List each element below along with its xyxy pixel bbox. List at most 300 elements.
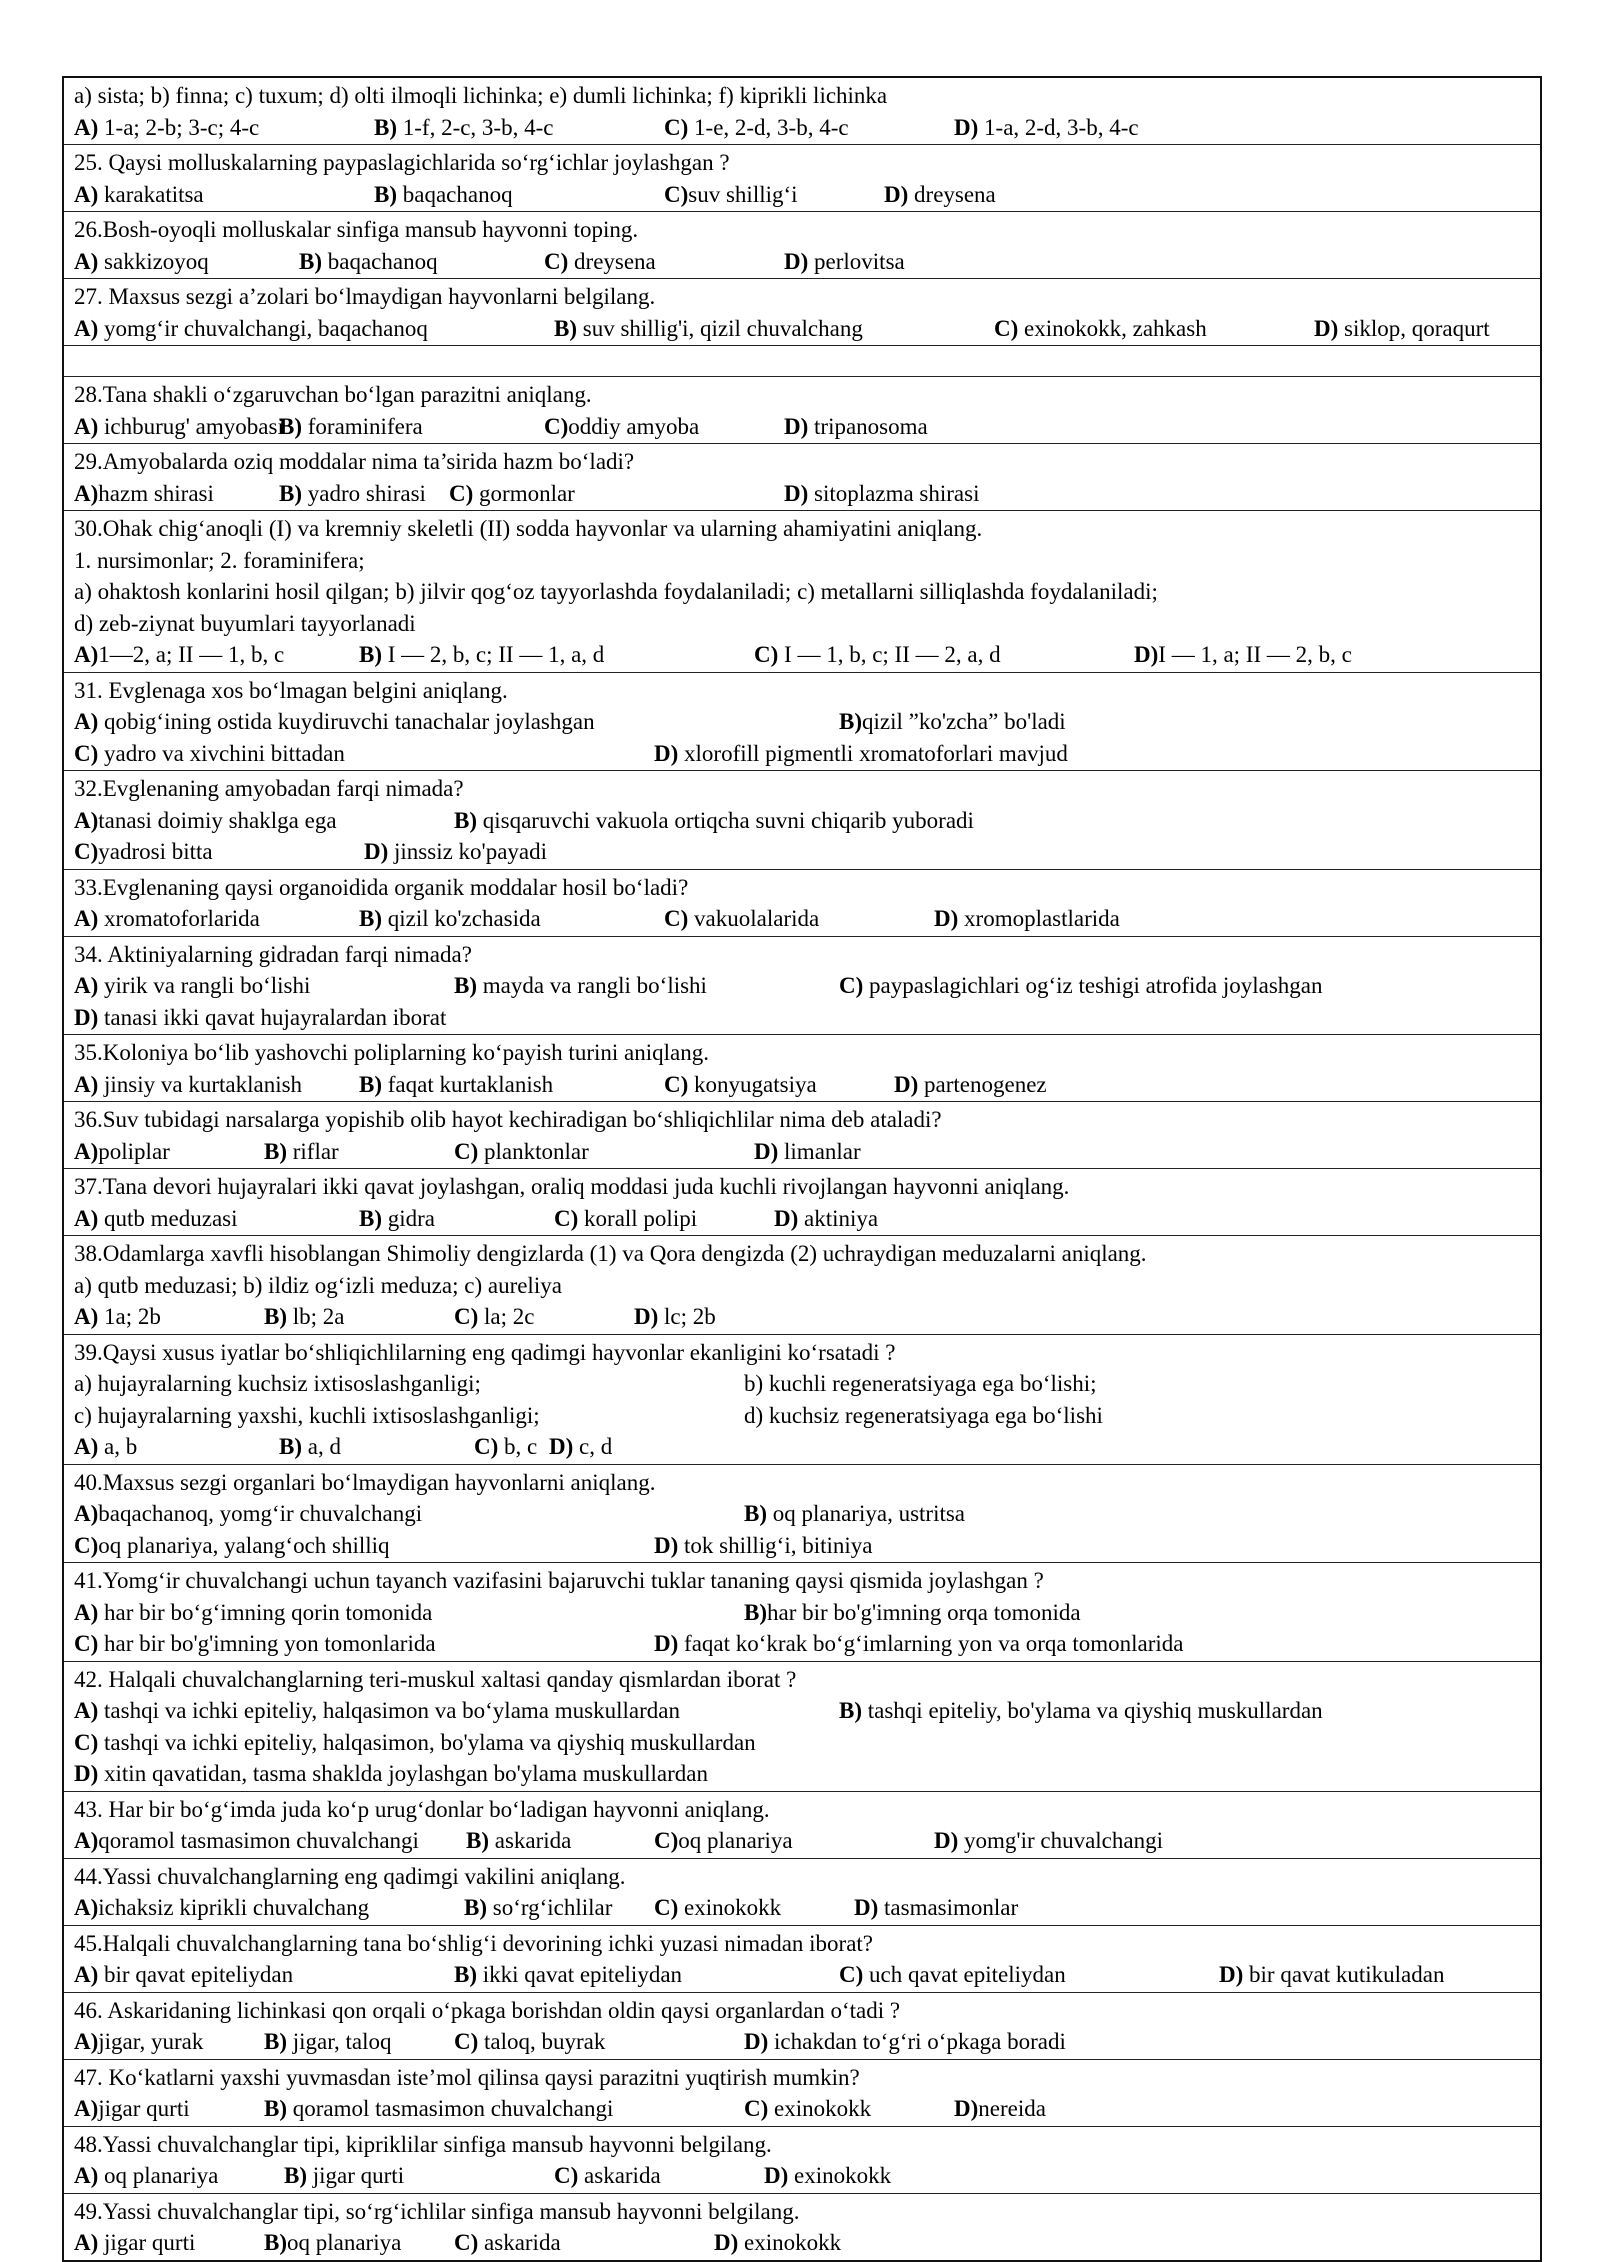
option-text: yomg'ir chuvalchangi (958, 1828, 1163, 1853)
question-block (64, 2060, 1540, 2127)
option-text: yadrosi bitta (98, 839, 213, 864)
question-block (64, 1662, 1540, 1792)
question-text: 48.Yassi chuvalchanglar tipi, kipriklilar sinfiga mansub hayvonni belgilang. (74, 2131, 772, 2157)
option-text: bir qavat kutikuladan (1243, 1962, 1445, 1987)
answer-option (279, 1431, 341, 1463)
option-text: exinokokk (768, 2096, 872, 2121)
answer-row (74, 1069, 1532, 1101)
answer-row (74, 1892, 1532, 1924)
answer-option (74, 411, 284, 443)
option-letter: D) (784, 480, 809, 506)
answer-row (74, 2026, 1532, 2058)
answer-option (74, 1695, 680, 1727)
option-letter: A) (74, 1895, 99, 1920)
question-text: 28.Tana shakli o‘zgaruvchan bo‘lgan parazitni aniqlang. (74, 382, 592, 407)
option-text: xromoplastlarida (958, 906, 1120, 931)
option-text: I — 1, b, c; II — 2, a, d (778, 642, 1001, 667)
statement-text: d) kuchsiz regeneratsiyaga ega bo‘lishi (744, 1402, 1103, 1428)
option-letter: A) (74, 1304, 99, 1329)
option-letter: C) (454, 2230, 479, 2255)
answer-option (74, 738, 345, 770)
answer-option (74, 836, 213, 868)
option-text: hazm shirasi (98, 480, 214, 506)
question-text: 38.Odamlarga xavfli hisoblangan Shimoliy dengizlarda (1) va Qora dengizda (2) uchraydigan meduzalarni aniqlang. (74, 1241, 1147, 1266)
option-text: exinokokk (738, 2230, 842, 2255)
answer-option (754, 639, 1001, 671)
question-block (64, 1993, 1540, 2060)
option-text: har bir bo'g'imning orqa tomonida (767, 1599, 1081, 1625)
option-letter: C) (74, 740, 99, 766)
option-letter: B) (359, 1071, 382, 1097)
answer-option (454, 1301, 534, 1333)
answer-option (74, 706, 595, 738)
answer-option (74, 478, 214, 510)
option-letter: A) (74, 1205, 99, 1231)
option-letter: B) (466, 1828, 489, 1853)
option-letter: C) (664, 114, 689, 140)
answer-option (954, 2093, 1046, 2125)
option-text: oq planariya (287, 2230, 402, 2255)
option-letter: C) (474, 1434, 499, 1459)
option-letter: A) (74, 181, 99, 207)
option-letter: D) (934, 1828, 959, 1853)
answer-option (74, 1002, 446, 1034)
option-letter: B) (374, 181, 397, 207)
answer-option (359, 1069, 553, 1101)
option-text: perlovitsa (808, 248, 905, 274)
option-text: gormonlar (473, 480, 575, 506)
statement-row (74, 1368, 1532, 1400)
option-letter: B) (264, 1138, 287, 1164)
statement-text: a) hujayralarning kuchsiz ixtisoslashganligi; (74, 1371, 481, 1396)
option-letter: C) (544, 248, 569, 274)
question-line: a) ohaktosh konlarini hosil qilgan; b) jilvir qog‘oz tayyorlashda foydalaniladi; c) metallarni silliqlashda foydalaniladi; (74, 579, 1158, 604)
answer-option (664, 112, 849, 144)
answer-option (754, 1136, 861, 1168)
answer-option (74, 2160, 218, 2192)
question-block (64, 145, 1540, 212)
answer-option (74, 1530, 390, 1562)
question-block (64, 377, 1540, 444)
option-letter: A) (74, 248, 99, 274)
answer-option (654, 1892, 781, 1924)
question-text: 30.Ohak chig‘anoqli (I) va kremniy skeletli (II) sodda hayvonlar va ularning ahamiyatini aniqlang. (74, 516, 983, 541)
answer-row (74, 1959, 1532, 1991)
answer-option (994, 313, 1207, 345)
answer-option (774, 1203, 878, 1235)
answer-option (74, 1825, 419, 1857)
option-letter: C) (449, 480, 474, 506)
answer-option (74, 1203, 238, 1235)
option-letter: B) (279, 413, 302, 439)
option-letter: A) (74, 1599, 99, 1625)
question-line: d) zeb-ziynat buyumlari tayyorlanadi (74, 610, 416, 636)
question-block (64, 1792, 1540, 1859)
option-letter: C) (454, 2029, 479, 2054)
answer-option (74, 2026, 203, 2058)
answer-option (474, 1431, 537, 1463)
answer-row (74, 970, 1532, 1002)
option-letter: B) (284, 2163, 307, 2188)
option-letter: A) (74, 1434, 99, 1459)
option-letter: C) (654, 1828, 679, 1853)
question-text: 35.Koloniya bo‘lib yashovchi poliplarning ko‘payish turini aniqlang. (74, 1040, 709, 1065)
option-text: jigar qurti (98, 2230, 196, 2255)
option-text: oq planariya (98, 2163, 219, 2188)
answer-option (764, 2160, 891, 2192)
question-block (64, 212, 1540, 279)
option-text: tashqi va ichki epiteliy, halqasimon, bo'ylama va qiyshiq muskullardan (98, 1729, 756, 1755)
answer-row (74, 1825, 1532, 1857)
option-letter: A) (74, 114, 99, 140)
answer-option (74, 903, 260, 935)
answer-option (74, 1069, 302, 1101)
answer-row (74, 1002, 1532, 1034)
question-text: 49.Yassi chuvalchanglar tipi, so‘rg‘ichlilar sinfiga mansub hayvonni belgilang. (74, 2198, 800, 2224)
answer-option (264, 1136, 339, 1168)
statement-text: c) hujayralarning yaxshi, kuchli ixtisoslashganligi; (74, 1402, 540, 1428)
option-text: jinsiy va kurtaklanish (98, 1071, 303, 1097)
question-block (64, 1465, 1540, 1564)
answer-option (654, 738, 1068, 770)
option-letter: B) (264, 2230, 287, 2255)
answer-option (74, 112, 259, 144)
question-text: 36.Suv tubidagi narsalarga yopishib olib hayot kechiradigan bo‘shliqichlilar nima deb ataladi? (74, 1107, 942, 1132)
answer-row (74, 112, 1532, 144)
answer-option (74, 2093, 190, 2125)
answer-row (74, 1431, 1532, 1463)
question-block (64, 1236, 1540, 1335)
answer-option (1134, 639, 1352, 671)
option-letter: A) (74, 1698, 99, 1723)
answer-row (74, 1203, 1532, 1235)
option-text: tripanosoma (808, 413, 928, 439)
option-text: aktiniya (798, 1205, 879, 1231)
answer-option (744, 1597, 1081, 1629)
option-text: qisqaruvchi vakuola ortiqcha suvni chiqarib yuboradi (477, 807, 974, 833)
answer-option (264, 2093, 613, 2125)
option-letter: D) (954, 2096, 979, 2121)
answer-row (74, 805, 1532, 837)
option-text: qoramol tasmasimon chuvalchangi (287, 2096, 614, 2121)
option-text: yirik va rangli bo‘lishi (98, 973, 311, 998)
answer-option (744, 2026, 1066, 2058)
option-letter: C) (454, 1304, 479, 1329)
answer-option (74, 1301, 161, 1333)
question-text: 44.Yassi chuvalchanglarning eng qadimgi vakilini aniqlang. (74, 1863, 626, 1889)
option-text: jinssiz ko'payadi (388, 839, 548, 864)
answer-option (454, 1959, 682, 1991)
answer-option (74, 1892, 369, 1924)
answer-option (74, 1628, 436, 1660)
answer-option (74, 1727, 756, 1759)
option-letter: B) (464, 1895, 487, 1920)
question-text: 34. Aktiniyalarning gidradan farqi nimada? (74, 941, 472, 967)
question-block (64, 1335, 1540, 1465)
answer-option (654, 1530, 873, 1562)
option-text: tashqi va ichki epiteliy, halqasimon va bo‘ylama muskullardan (98, 1698, 680, 1723)
option-text: qobig‘ining ostida kuydiruvchi tanachalar joylashgan (98, 709, 595, 734)
option-text: yomg‘ir chuvalchangi, baqachanoq (98, 315, 428, 341)
option-text: jigar qurti (98, 2096, 190, 2121)
answer-option (464, 1892, 612, 1924)
answer-option (264, 2227, 401, 2259)
option-text: tashqi epiteliy, bo'ylama va qiyshiq muskullardan (862, 1698, 1323, 1723)
question-block (64, 1102, 1540, 1169)
option-letter: D) (884, 181, 909, 207)
question-text: 42. Halqali chuvalchanglarning teri-muskul xaltasi qanday qismlardan iborat ? (74, 1666, 797, 1692)
answer-row (74, 411, 1532, 443)
answer-option (74, 246, 209, 278)
option-text: a, b (98, 1434, 138, 1459)
option-letter: D) (1134, 642, 1159, 667)
answer-option (284, 2160, 404, 2192)
question-text: 40.Maxsus sezgi organlari bo‘lmaydigan hayvonlarni aniqlang. (74, 1469, 656, 1495)
answer-row (74, 738, 1532, 770)
option-text: dreysena (908, 181, 996, 207)
option-letter: A) (74, 413, 99, 439)
option-letter: B) (454, 973, 477, 998)
option-text: gidra (382, 1205, 436, 1231)
option-text: nereida (978, 2096, 1046, 2121)
question-block (64, 2194, 1540, 2260)
option-text: 1-a; 2-b; 3-c; 4-c (98, 114, 260, 140)
option-letter: B) (359, 1205, 382, 1231)
option-text: I — 2, b, c; II — 1, a, d (382, 642, 605, 667)
option-letter: A) (74, 1828, 99, 1853)
question-block (64, 771, 1540, 870)
answer-option (544, 411, 699, 443)
answer-option (454, 2026, 605, 2058)
question-line: 1. nursimonlar; 2. foraminifera; (74, 547, 365, 573)
option-letter: D) (549, 1434, 574, 1459)
answer-option (549, 1431, 612, 1463)
option-text: 1—2, a; II — 1, b, c (98, 642, 285, 667)
answer-option (744, 1498, 965, 1530)
option-text: jigar qurti (307, 2163, 405, 2188)
option-letter: C) (74, 1729, 99, 1755)
option-letter: B) (839, 1698, 862, 1723)
option-letter: D) (954, 114, 979, 140)
option-letter: A) (74, 1501, 99, 1526)
question-block (64, 78, 1540, 145)
statement-text: b) kuchli regeneratsiyaga ega bo‘lishi; (744, 1371, 1097, 1396)
option-text: b, c (498, 1434, 538, 1459)
option-text: konyugatsiya (688, 1071, 817, 1097)
option-letter: B) (264, 2029, 287, 2054)
answer-option (714, 2227, 841, 2259)
option-letter: C) (839, 973, 864, 998)
option-letter: B) (839, 709, 862, 734)
option-text: partenogenez (918, 1071, 1047, 1097)
option-text: uch qavat epiteliydan (863, 1962, 1066, 1987)
answer-row (74, 2093, 1532, 2125)
option-text: ichburug' amyobasi (98, 413, 284, 439)
option-letter: D) (744, 2029, 769, 2054)
option-letter: B) (279, 480, 302, 506)
answer-option (1219, 1959, 1444, 1991)
option-letter: D) (774, 1205, 799, 1231)
option-text: oq planariya, ustritsa (767, 1501, 966, 1526)
option-letter: C) (754, 642, 779, 667)
option-letter: A) (74, 709, 99, 734)
option-letter: D) (654, 740, 679, 766)
question-block (64, 870, 1540, 937)
question-text: 39.Qaysi xusus iyatlar bo‘shliqichlilarning eng qadimgi hayvonlar ekanligini ko‘rsatadi ? (74, 1339, 896, 1365)
option-letter: D) (714, 2230, 739, 2255)
question-block (64, 1169, 1540, 1236)
answer-option (279, 478, 426, 510)
option-text: qutb meduzasi (98, 1205, 238, 1231)
option-letter: B) (279, 1434, 302, 1459)
option-text: I — 1, a; II — 2, b, c (1158, 642, 1352, 667)
option-letter: A) (74, 315, 99, 341)
answer-option (784, 411, 928, 443)
option-letter: A) (74, 1071, 99, 1097)
option-text: foraminifera (302, 413, 423, 439)
option-letter: D) (654, 1631, 679, 1656)
answer-option (74, 2227, 195, 2259)
option-text: askarida (578, 2163, 661, 2188)
option-letter: B) (554, 315, 577, 341)
option-text: oddiy amyoba (568, 413, 700, 439)
answer-row (74, 179, 1532, 211)
question-text: a) sista; b) finna; c) tuxum; d) olti ilmoqli lichinka; e) dumli lichinka; f) kiprikli lichinka (74, 83, 888, 108)
answer-option (784, 478, 979, 510)
option-letter: C) (664, 181, 689, 207)
answer-row (74, 1597, 1532, 1629)
option-letter: B) (744, 1599, 767, 1625)
answer-option (74, 970, 310, 1002)
option-text: korall polipi (578, 1205, 698, 1231)
option-text: lb; 2a (287, 1304, 345, 1329)
question-text: 25. Qaysi molluskalarning paypaslagichlarida so‘rg‘ichlar joylashgan ? (74, 150, 730, 175)
option-letter: D) (74, 1761, 99, 1786)
question-block (64, 1926, 1540, 1993)
answer-option (894, 1069, 1047, 1101)
answer-option (934, 1825, 1163, 1857)
option-letter: A) (74, 807, 99, 833)
option-letter: A) (74, 973, 99, 998)
question-block (64, 444, 1540, 511)
option-letter: A) (74, 1962, 99, 1987)
answer-option (264, 2026, 391, 2058)
option-letter: B) (744, 1501, 767, 1526)
answer-row (74, 1758, 1532, 1790)
answer-row (74, 1695, 1532, 1727)
option-text: qoramol tasmasimon chuvalchangi (98, 1828, 419, 1853)
option-letter: C) (544, 413, 569, 439)
answer-option (454, 805, 974, 837)
option-text: ikki qavat epiteliydan (477, 1962, 683, 1987)
option-text: baqachanoq (397, 181, 513, 207)
question-text: 29.Amyobalarda oziq moddalar nima ta’sirida hazm bo‘ladi? (74, 449, 635, 474)
option-text: jigar, taloq (287, 2029, 392, 2054)
option-text: mayda va rangli bo‘lishi (477, 973, 707, 998)
question-block (64, 1859, 1540, 1926)
option-letter: B) (264, 1304, 287, 1329)
option-text: riflar (287, 1138, 339, 1164)
answer-option (454, 1136, 589, 1168)
answer-option (299, 246, 438, 278)
option-text: paypaslagichlari og‘iz teshigi atrofida joylashgan (863, 973, 1323, 998)
question-text: 43. Har bir bo‘g‘imda juda ko‘p urug‘donlar bo‘ladigan hayvonni aniqlang. (74, 1796, 770, 1822)
answer-option (854, 1892, 1018, 1924)
option-text: planktonlar (478, 1138, 589, 1164)
answer-row (74, 903, 1532, 935)
option-letter: C) (554, 2163, 579, 2188)
option-text: dreysena (568, 248, 656, 274)
answer-row (74, 1498, 1532, 1530)
answer-option (374, 112, 553, 144)
option-letter: B) (359, 642, 382, 667)
option-letter: B) (264, 2096, 287, 2121)
answer-option (839, 1695, 1323, 1727)
answer-option (74, 639, 284, 671)
option-text: exinokokk (678, 1895, 782, 1920)
option-letter: C) (994, 315, 1019, 341)
option-text: suv shillig‘i (688, 181, 798, 207)
option-text: xlorofill pigmentli xromatoforlari mavjud (678, 740, 1068, 766)
question-text: 46. Askaridaning lichinkasi qon orqali o‘pkaga borishdan oldin qaysi organlardan o‘tadi ? (74, 1997, 901, 2023)
option-text: 1a; 2b (98, 1304, 161, 1329)
answer-row (74, 1136, 1532, 1168)
option-text: tanasi doimiy shaklga ega (98, 807, 337, 833)
question-text: 33.Evglenaning qaysi organoidida organik moddalar hosil bo‘ladi? (74, 874, 689, 900)
answer-option (544, 246, 656, 278)
answer-row (74, 478, 1532, 510)
option-letter: D) (1314, 315, 1339, 341)
option-text: ichaksiz kiprikli chuvalchang (98, 1895, 370, 1920)
option-letter: A) (74, 2163, 99, 2188)
question-text: 27. Maxsus sezgi a’zolari bo‘lmaydigan hayvonlarni belgilang. (74, 284, 656, 309)
answer-option (784, 246, 905, 278)
option-letter: D) (934, 906, 959, 931)
option-text: faqat kurtaklanish (382, 1071, 554, 1097)
option-text: tanasi ikki qavat hujayralardan iborat (98, 1004, 447, 1030)
answer-option (74, 1136, 170, 1168)
answer-option (664, 903, 819, 935)
question-block (64, 2127, 1540, 2194)
answer-option (839, 1959, 1066, 1991)
option-letter: D) (784, 248, 809, 274)
option-text: taloq, buyrak (478, 2029, 606, 2054)
option-text: lc; 2b (658, 1304, 716, 1329)
option-text: qizil ”ko'zcha” bo'ladi (862, 709, 1066, 734)
option-text: siklop, qoraqurt (1338, 315, 1490, 341)
option-letter: D) (784, 413, 809, 439)
answer-option (364, 836, 547, 868)
question-block (64, 1563, 1540, 1662)
option-letter: A) (74, 2230, 99, 2255)
answer-option (654, 1628, 1183, 1660)
option-text: baqachanoq, yomg‘ir chuvalchangi (98, 1501, 423, 1526)
answer-option (554, 1203, 697, 1235)
answer-option (74, 1431, 137, 1463)
question-block (64, 511, 1540, 673)
answer-option (454, 2227, 561, 2259)
question-line: a) qutb meduzasi; b) ildiz og‘izli meduza; c) aureliya (74, 1272, 562, 1298)
option-letter: D) (74, 1004, 99, 1030)
option-letter: D) (1219, 1962, 1244, 1987)
option-letter: A) (74, 2096, 99, 2121)
answer-option (449, 478, 575, 510)
option-text: c, d (573, 1434, 613, 1459)
question-block (64, 1035, 1540, 1102)
question-block (64, 673, 1540, 772)
option-text: karakatitsa (98, 181, 204, 207)
option-letter: A) (74, 1138, 99, 1164)
